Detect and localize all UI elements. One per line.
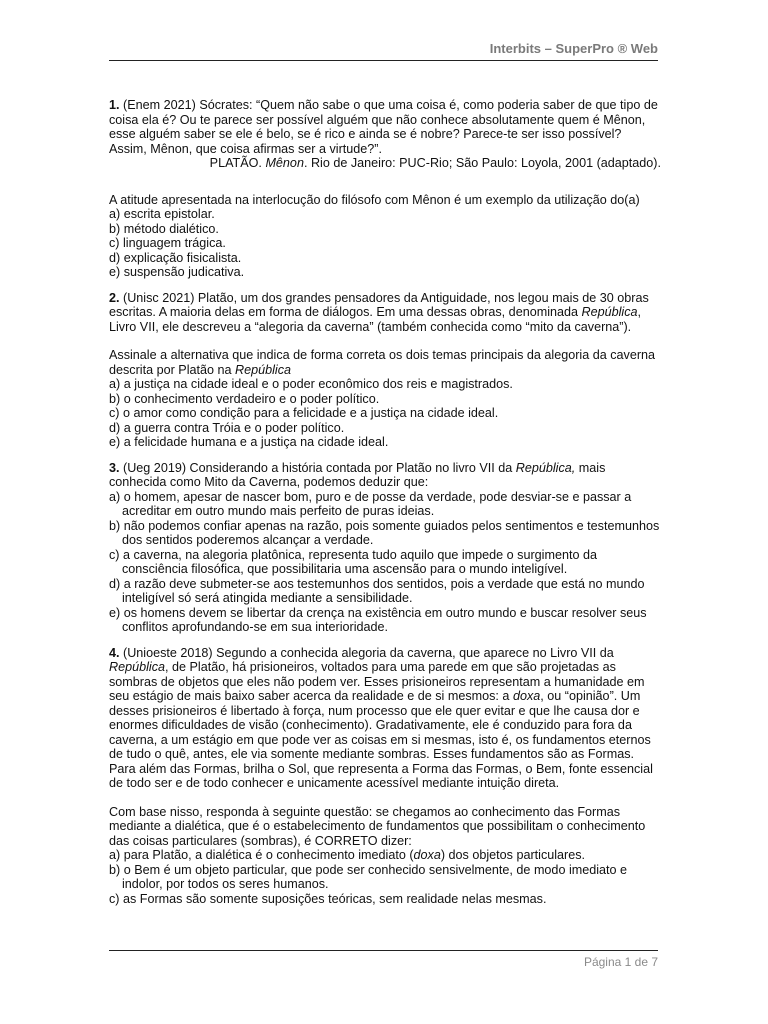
option-c: c) o amor como condição para a felicidade e a justiça na cidade ideal. (109, 406, 499, 420)
question-stem: A atitude apresentada na interlocução do filósofo com Mênon é um exemplo da utilização do(a) (109, 192, 640, 207)
option-a: a) o homem, apesar de nascer bom, puro e de posse da verdade, pode desviar-se e passar a acreditar em outro mundo mais perfeito de puras ideias. (109, 489, 632, 518)
question-number: 2. (109, 290, 120, 305)
citation: PLATÃO. Mênon. Rio de Janeiro: PUC-Rio; São Paulo: Loyola, 2001 (adaptado). (209, 156, 661, 170)
option-d: d) a razão deve submeter-se aos testemunhos dos sentidos, pois a verdade que está no mundo inteligível só será atingida mediante a sensibilidade. (109, 576, 645, 605)
option-d: d) a guerra contra Tróia e o poder político. (109, 420, 345, 435)
question-4 (109, 646, 661, 907)
question-1 (109, 98, 661, 280)
option-b: b) o Bem é um objeto particular, que pode ser conhecido sensivelmente, de modo imediato e indolor, por todos os seres humanos. (109, 862, 628, 891)
question-text: 3. (Ueg 2019) Considerando a história contada por Platão no livro VII da República, mais conhecida como Mito da Caverna, podemos deduzir que: (109, 460, 606, 489)
option-e: e) suspensão judicativa. (109, 265, 245, 279)
option-c: c) a caverna, na alegoria platônica, representa tudo aquilo que impede o surgimento da consciência filosófica, que possibilitaria uma ascensão para o mundo inteligível. (109, 547, 597, 576)
option-b: b) o conhecimento verdadeiro e o poder político. (109, 391, 380, 406)
option-c: c) as Formas são somente suposições teóricas, sem realidade nelas mesmas. (109, 891, 547, 906)
question-3 (109, 461, 661, 635)
option-b: b) não podemos confiar apenas na razão, pois somente guiados pelos sentimentos e testemunhos dos sentidos poderemos alcançar a verdade. (109, 518, 660, 547)
option-d: d) explicação fisicalista. (109, 250, 242, 265)
option-a: a) escrita epistolar. (109, 207, 215, 221)
question-stem: Com base nisso, responda à seguinte questão: se chegamos ao conhecimento das Formas mediante a dialética, que é o estabelecimento de fundamentos que possibilitam o conhecimento das coisas particulares (sombras), é CORRETO dizer: (109, 804, 646, 848)
option-e: e) os homens devem se libertar da crença na existência em outro mundo e buscar resolver seus conflitos aprofundando-se em sua interioridade. (109, 605, 647, 634)
option-e: e) a felicidade humana e a justiça na cidade ideal. (109, 435, 389, 449)
question-text: 4. (Unioeste 2018) Segundo a conhecida alegoria da caverna, que aparece no Livro VII da República, de Platão, há prisioneiros, voltados para uma parede em que são projetadas as sombras de objetos que eles não podem ver. Esses prisioneiros representam a humanidade em seu estágio de mais baixo saber acerca da realidade e de si mesmos: a doxa, ou “opinião”. Um desses prisioneiros é libertado à força, num processo que ele quer evitar e que lhe causa dor e enormes dificuldades de visão (conhecimento). Gradativamente, ele é conduzido para fora da caverna, a um estágio em que pode ver as coisas em si mesmas, isto é, os fundamentos eternos de tudo o quê, antes, ele via somente mediante sombras. Esses fundamentos são as Formas. Para além das Formas, brilha o Sol, que representa a Forma das Formas, o Bem, fonte essencial de todo ser e de todo conhecer e unicamente acessível mediante intuição direta. (109, 645, 653, 790)
question-2 (109, 291, 661, 450)
option-a: a) a justiça na cidade ideal e o poder econômico dos reis e magistrados. (109, 377, 513, 391)
document-body (109, 98, 661, 906)
question-number: 1. (109, 98, 120, 112)
option-a: a) para Platão, a dialética é o conhecimento imediato (doxa) dos objetos particulares. (109, 848, 586, 862)
question-text: (Enem 2021) Sócrates: “Quem não sabe o que uma coisa é, como poderia saber de que tipo de coisa ela é? Ou te parece ser possível alguém que não conhece absolutamente quem é Mênon, esse alguém saber se ele é belo, se é rico e ainda se é nobre? Parece-te ser isso possível? Assim, Mênon, que coisa afirmas ser a virtude?”. (109, 98, 658, 156)
question-text: 2. (Unisc 2021) Platão, um dos grandes pensadores da Antiguidade, nos legou mais de 30 obras escritas. A maioria delas em forma de diálogos. Em uma dessas obras, denominada República, Livro VII, ele descreveu a “alegoria da caverna” (também conhecida como “mito da caverna”). (109, 290, 649, 334)
question-number: 3. (109, 460, 120, 475)
question-number: 4. (109, 645, 120, 660)
page-footer (109, 950, 658, 971)
page-number: Página 1 de 7 (583, 955, 658, 969)
page-header (109, 40, 658, 61)
header-title: Interbits – SuperPro ® Web (489, 41, 658, 56)
option-c: c) linguagem trágica. (109, 236, 226, 250)
option-b: b) método dialético. (109, 221, 219, 236)
question-stem: Assinale a alternativa que indica de forma correta os dois temas principais da alegoria da caverna descrita por Platão na República (109, 348, 656, 377)
